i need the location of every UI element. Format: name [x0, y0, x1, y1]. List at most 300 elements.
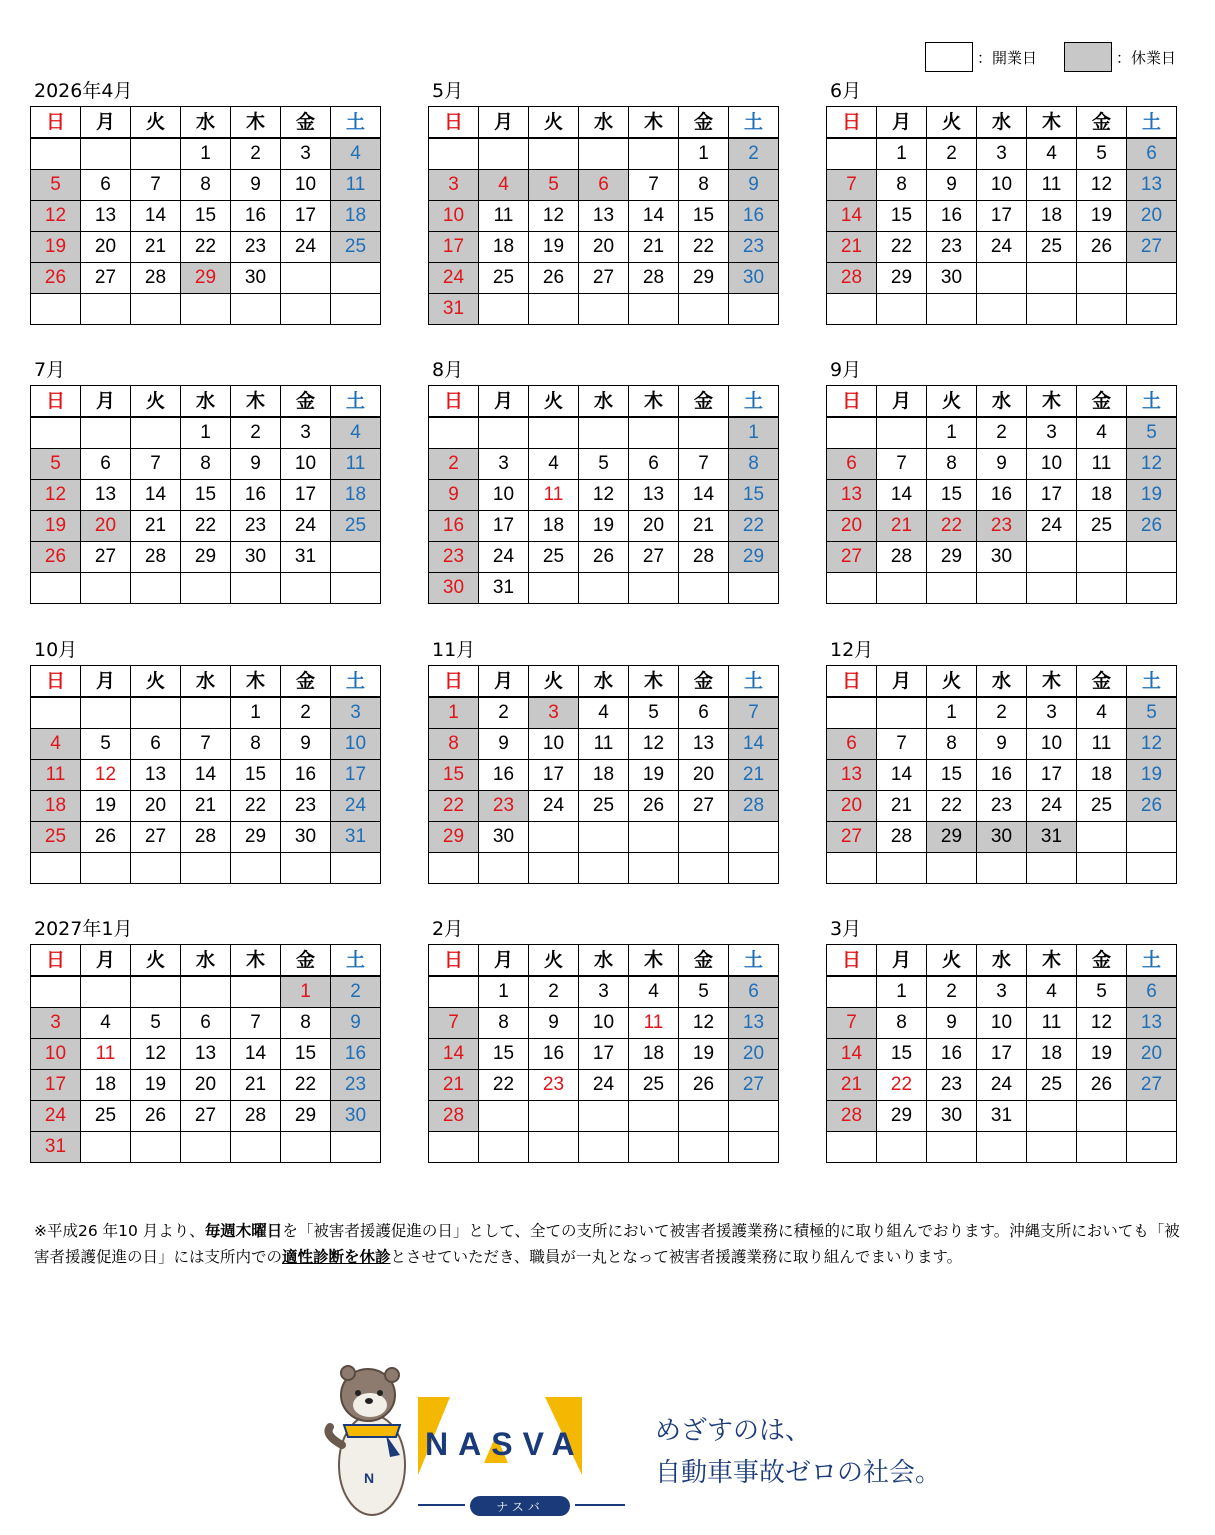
- day-cell: 10: [281, 449, 331, 480]
- day-cell: 1: [281, 976, 331, 1008]
- day-cell: 3: [977, 138, 1027, 170]
- day-cell: 7: [877, 449, 927, 480]
- note-bold-thursday: 毎週木曜日: [204, 1222, 283, 1240]
- day-cell: 16: [977, 760, 1027, 791]
- day-cell: 1: [877, 976, 927, 1008]
- empty-cell: [827, 1132, 877, 1163]
- weekday-header: 月: [479, 386, 529, 418]
- day-cell: 24: [31, 1101, 81, 1132]
- day-cell: 1: [181, 417, 231, 449]
- empty-cell: [629, 1101, 679, 1132]
- month-title: 8月: [432, 359, 464, 381]
- day-cell: 23: [729, 232, 779, 263]
- empty-cell: [1127, 294, 1177, 325]
- day-cell: 29: [679, 263, 729, 294]
- empty-cell: [629, 573, 679, 604]
- day-cell: 6: [1127, 976, 1177, 1008]
- day-cell: 27: [1127, 1070, 1177, 1101]
- empty-cell: [1077, 853, 1127, 884]
- empty-cell: [679, 822, 729, 853]
- day-cell: 10: [1027, 449, 1077, 480]
- day-cell: 17: [429, 232, 479, 263]
- empty-cell: [281, 263, 331, 294]
- weekday-header: 水: [579, 666, 629, 698]
- day-cell: 30: [927, 263, 977, 294]
- day-cell: 24: [977, 1070, 1027, 1101]
- empty-cell: [81, 853, 131, 884]
- weekday-header: 月: [479, 945, 529, 977]
- empty-cell: [31, 697, 81, 729]
- empty-cell: [729, 853, 779, 884]
- day-cell: 27: [629, 542, 679, 573]
- empty-cell: [131, 853, 181, 884]
- day-cell: 28: [181, 822, 231, 853]
- day-cell: 3: [429, 170, 479, 201]
- empty-cell: [81, 573, 131, 604]
- day-cell: 1: [927, 697, 977, 729]
- day-cell: 5: [679, 976, 729, 1008]
- day-cell: 4: [81, 1008, 131, 1039]
- month-table: [826, 944, 1177, 1163]
- day-cell: 24: [1027, 511, 1077, 542]
- day-cell: 17: [281, 480, 331, 511]
- day-cell: 14: [729, 729, 779, 760]
- day-cell: 29: [877, 1101, 927, 1132]
- day-cell: 21: [679, 511, 729, 542]
- day-cell: 23: [529, 1070, 579, 1101]
- empty-cell: [529, 853, 579, 884]
- day-cell: 2: [231, 417, 281, 449]
- day-cell: 18: [629, 1039, 679, 1070]
- empty-cell: [877, 697, 927, 729]
- day-cell: 25: [331, 511, 381, 542]
- day-cell: 15: [927, 480, 977, 511]
- month-table: [30, 665, 381, 884]
- day-cell: 18: [1027, 1039, 1077, 1070]
- day-cell: 4: [579, 697, 629, 729]
- empty-cell: [877, 294, 927, 325]
- empty-cell: [877, 573, 927, 604]
- weekday-header: 火: [529, 945, 579, 977]
- day-cell: 21: [231, 1070, 281, 1101]
- day-cell: 7: [131, 170, 181, 201]
- empty-cell: [181, 294, 231, 325]
- day-cell: 14: [827, 1039, 877, 1070]
- day-cell: 17: [331, 760, 381, 791]
- day-cell: 17: [977, 201, 1027, 232]
- mascot-otter-icon: [329, 1366, 406, 1515]
- weekday-header: 日: [31, 945, 81, 977]
- weekday-header: 金: [281, 666, 331, 698]
- empty-cell: [429, 853, 479, 884]
- weekday-header: 日: [31, 107, 81, 139]
- weekday-header: 水: [181, 945, 231, 977]
- day-cell: 16: [479, 760, 529, 791]
- empty-cell: [1077, 263, 1127, 294]
- day-cell: 3: [529, 697, 579, 729]
- day-cell: 19: [1077, 201, 1127, 232]
- empty-cell: [629, 417, 679, 449]
- weekday-header: 土: [331, 945, 381, 977]
- empty-cell: [181, 697, 231, 729]
- day-cell: 30: [977, 542, 1027, 573]
- day-cell: 14: [877, 480, 927, 511]
- day-cell: 15: [181, 480, 231, 511]
- weekday-header: 金: [1077, 666, 1127, 698]
- day-cell: 13: [827, 480, 877, 511]
- empty-cell: [1027, 853, 1077, 884]
- day-cell: 25: [629, 1070, 679, 1101]
- day-cell: 21: [729, 760, 779, 791]
- day-cell: 12: [529, 201, 579, 232]
- month-calendar: [826, 918, 1176, 1163]
- day-cell: 9: [927, 1008, 977, 1039]
- day-cell: 10: [331, 729, 381, 760]
- day-cell: 21: [877, 791, 927, 822]
- day-cell: 15: [729, 480, 779, 511]
- day-cell: 18: [1077, 760, 1127, 791]
- empty-cell: [679, 417, 729, 449]
- weekday-header: 月: [81, 945, 131, 977]
- empty-cell: [479, 138, 529, 170]
- day-cell: 21: [877, 511, 927, 542]
- legend-open-label: ：開業日: [977, 48, 1038, 67]
- day-cell: 1: [679, 138, 729, 170]
- weekday-header: 水: [977, 386, 1027, 418]
- empty-cell: [827, 976, 877, 1008]
- day-cell: 16: [729, 201, 779, 232]
- day-cell: 26: [679, 1070, 729, 1101]
- weekday-header: 水: [977, 945, 1027, 977]
- empty-cell: [331, 263, 381, 294]
- empty-cell: [81, 138, 131, 170]
- month-title: 9月: [830, 359, 862, 381]
- day-cell: 20: [1127, 1039, 1177, 1070]
- day-cell: 4: [331, 417, 381, 449]
- day-cell: 5: [1077, 138, 1127, 170]
- day-cell: 6: [81, 170, 131, 201]
- day-cell: 20: [729, 1039, 779, 1070]
- day-cell: 23: [927, 232, 977, 263]
- day-cell: 24: [331, 791, 381, 822]
- day-cell: 16: [429, 511, 479, 542]
- day-cell: 28: [629, 263, 679, 294]
- day-cell: 6: [131, 729, 181, 760]
- day-cell: 11: [1077, 449, 1127, 480]
- day-cell: 7: [231, 1008, 281, 1039]
- slogan-line-2: 自動車事故ゼロの社会。: [655, 1458, 942, 1488]
- empty-cell: [1027, 542, 1077, 573]
- empty-cell: [529, 1132, 579, 1163]
- day-cell: 5: [579, 449, 629, 480]
- day-cell: 21: [181, 791, 231, 822]
- day-cell: 11: [31, 760, 81, 791]
- empty-cell: [1127, 1101, 1177, 1132]
- day-cell: 11: [331, 449, 381, 480]
- day-cell: 26: [579, 542, 629, 573]
- day-cell: 11: [529, 480, 579, 511]
- nasva-logo: [320, 1355, 650, 1530]
- empty-cell: [529, 1101, 579, 1132]
- day-cell: 8: [429, 729, 479, 760]
- day-cell: 18: [31, 791, 81, 822]
- empty-cell: [927, 573, 977, 604]
- day-cell: 23: [429, 542, 479, 573]
- day-cell: 15: [231, 760, 281, 791]
- empty-cell: [877, 417, 927, 449]
- empty-cell: [1127, 573, 1177, 604]
- weekday-header: 火: [131, 945, 181, 977]
- day-cell: 5: [1127, 697, 1177, 729]
- day-cell: 26: [31, 263, 81, 294]
- weekday-header: 日: [429, 666, 479, 698]
- day-cell: 5: [31, 449, 81, 480]
- day-cell: 16: [977, 480, 1027, 511]
- empty-cell: [977, 263, 1027, 294]
- day-cell: 14: [629, 201, 679, 232]
- empty-cell: [1077, 1101, 1127, 1132]
- empty-cell: [131, 697, 181, 729]
- day-cell: 15: [281, 1039, 331, 1070]
- empty-cell: [579, 1101, 629, 1132]
- day-cell: 31: [31, 1132, 81, 1163]
- weekday-header: 土: [331, 666, 381, 698]
- empty-cell: [31, 853, 81, 884]
- day-cell: 22: [479, 1070, 529, 1101]
- weekday-header: 火: [927, 386, 977, 418]
- day-cell: 27: [579, 263, 629, 294]
- day-cell: 31: [977, 1101, 1027, 1132]
- note-text-1: ※平成26 年10 月より、: [34, 1222, 205, 1240]
- day-cell: 26: [31, 542, 81, 573]
- empty-cell: [927, 1132, 977, 1163]
- weekday-header: 水: [181, 386, 231, 418]
- day-cell: 28: [729, 791, 779, 822]
- day-cell: 10: [281, 170, 331, 201]
- empty-cell: [579, 822, 629, 853]
- empty-cell: [1027, 263, 1077, 294]
- month-calendar: [30, 80, 380, 325]
- empty-cell: [827, 573, 877, 604]
- day-cell: 4: [331, 138, 381, 170]
- month-table: [428, 106, 779, 325]
- weekday-header: 木: [231, 666, 281, 698]
- empty-cell: [429, 976, 479, 1008]
- weekday-header: 月: [877, 945, 927, 977]
- month-title: 2027年1月: [34, 918, 133, 940]
- day-cell: 2: [331, 976, 381, 1008]
- day-cell: 2: [281, 697, 331, 729]
- day-cell: 3: [977, 976, 1027, 1008]
- day-cell: 26: [131, 1101, 181, 1132]
- day-cell: 17: [1027, 760, 1077, 791]
- weekday-header: 木: [1027, 945, 1077, 977]
- month-calendar: [826, 359, 1176, 604]
- day-cell: 9: [429, 480, 479, 511]
- day-cell: 5: [629, 697, 679, 729]
- day-cell: 27: [729, 1070, 779, 1101]
- empty-cell: [629, 853, 679, 884]
- day-cell: 13: [1127, 1008, 1177, 1039]
- day-cell: 16: [529, 1039, 579, 1070]
- day-cell: 1: [927, 417, 977, 449]
- day-cell: 25: [1027, 1070, 1077, 1101]
- day-cell: 27: [131, 822, 181, 853]
- empty-cell: [529, 573, 579, 604]
- day-cell: 5: [1077, 976, 1127, 1008]
- day-cell: 19: [529, 232, 579, 263]
- empty-cell: [827, 853, 877, 884]
- day-cell: 7: [629, 170, 679, 201]
- empty-cell: [1127, 263, 1177, 294]
- empty-cell: [729, 1101, 779, 1132]
- empty-cell: [679, 294, 729, 325]
- weekday-header: 火: [529, 666, 579, 698]
- day-cell: 1: [181, 138, 231, 170]
- day-cell: 28: [231, 1101, 281, 1132]
- day-cell: 20: [81, 511, 131, 542]
- weekday-header: 土: [1127, 107, 1177, 139]
- day-cell: 12: [131, 1039, 181, 1070]
- weekday-header: 日: [827, 666, 877, 698]
- empty-cell: [231, 853, 281, 884]
- day-cell: 23: [231, 232, 281, 263]
- day-cell: 14: [181, 760, 231, 791]
- empty-cell: [429, 1132, 479, 1163]
- weekday-header: 木: [231, 107, 281, 139]
- empty-cell: [479, 294, 529, 325]
- month-calendar: [428, 918, 778, 1163]
- day-cell: 4: [1077, 417, 1127, 449]
- day-cell: 6: [81, 449, 131, 480]
- empty-cell: [131, 294, 181, 325]
- day-cell: 10: [579, 1008, 629, 1039]
- empty-cell: [131, 417, 181, 449]
- month-title: 6月: [830, 80, 862, 102]
- slogan: [655, 1410, 941, 1494]
- day-cell: 2: [927, 138, 977, 170]
- weekday-header: 水: [579, 945, 629, 977]
- day-cell: 22: [927, 511, 977, 542]
- day-cell: 28: [877, 542, 927, 573]
- weekday-header: 水: [579, 386, 629, 418]
- day-cell: 28: [827, 263, 877, 294]
- weekday-header: 火: [131, 107, 181, 139]
- day-cell: 29: [429, 822, 479, 853]
- day-cell: 3: [579, 976, 629, 1008]
- day-cell: 3: [1027, 417, 1077, 449]
- month-title: 2026年4月: [34, 80, 133, 102]
- day-cell: 15: [877, 201, 927, 232]
- weekday-header: 水: [977, 666, 1027, 698]
- empty-cell: [579, 417, 629, 449]
- day-cell: 23: [231, 511, 281, 542]
- empty-cell: [579, 138, 629, 170]
- day-cell: 22: [679, 232, 729, 263]
- weekday-header: 木: [629, 107, 679, 139]
- empty-cell: [1027, 573, 1077, 604]
- empty-cell: [331, 542, 381, 573]
- day-cell: 31: [429, 294, 479, 325]
- empty-cell: [529, 822, 579, 853]
- day-cell: 22: [231, 791, 281, 822]
- day-cell: 18: [579, 760, 629, 791]
- day-cell: 3: [331, 697, 381, 729]
- day-cell: 31: [331, 822, 381, 853]
- empty-cell: [679, 573, 729, 604]
- day-cell: 21: [131, 511, 181, 542]
- empty-cell: [529, 294, 579, 325]
- empty-cell: [331, 853, 381, 884]
- day-cell: 4: [31, 729, 81, 760]
- empty-cell: [1127, 1132, 1177, 1163]
- day-cell: 10: [429, 201, 479, 232]
- day-cell: 27: [679, 791, 729, 822]
- day-cell: 9: [529, 1008, 579, 1039]
- day-cell: 8: [281, 1008, 331, 1039]
- empty-cell: [181, 976, 231, 1008]
- empty-cell: [331, 294, 381, 325]
- month-calendar: [428, 359, 778, 604]
- weekday-header: 日: [827, 945, 877, 977]
- month-table: [826, 106, 1177, 325]
- day-cell: 3: [281, 138, 331, 170]
- weekday-header: 土: [331, 107, 381, 139]
- month-table: [30, 106, 381, 325]
- day-cell: 30: [331, 1101, 381, 1132]
- day-cell: 4: [1077, 697, 1127, 729]
- day-cell: 14: [679, 480, 729, 511]
- day-cell: 21: [827, 232, 877, 263]
- day-cell: 19: [679, 1039, 729, 1070]
- empty-cell: [679, 1101, 729, 1132]
- weekday-header: 月: [81, 386, 131, 418]
- day-cell: 16: [331, 1039, 381, 1070]
- empty-cell: [429, 417, 479, 449]
- empty-cell: [281, 853, 331, 884]
- weekday-header: 日: [827, 386, 877, 418]
- empty-cell: [629, 138, 679, 170]
- day-cell: 2: [977, 417, 1027, 449]
- day-cell: 4: [1027, 976, 1077, 1008]
- day-cell: 25: [1077, 791, 1127, 822]
- day-cell: 31: [479, 573, 529, 604]
- day-cell: 20: [827, 511, 877, 542]
- day-cell: 8: [927, 449, 977, 480]
- empty-cell: [1077, 542, 1127, 573]
- day-cell: 9: [927, 170, 977, 201]
- nasva-kana: ナスバ: [496, 1500, 544, 1514]
- day-cell: 30: [429, 573, 479, 604]
- footnote: [34, 1218, 1184, 1270]
- day-cell: 29: [231, 822, 281, 853]
- empty-cell: [131, 138, 181, 170]
- day-cell: 14: [827, 201, 877, 232]
- day-cell: 17: [281, 201, 331, 232]
- empty-cell: [529, 417, 579, 449]
- day-cell: 14: [231, 1039, 281, 1070]
- day-cell: 8: [181, 449, 231, 480]
- day-cell: 3: [31, 1008, 81, 1039]
- day-cell: 19: [81, 791, 131, 822]
- day-cell: 10: [977, 170, 1027, 201]
- month-title: 5月: [432, 80, 464, 102]
- day-cell: 4: [529, 449, 579, 480]
- weekday-header: 金: [281, 107, 331, 139]
- day-cell: 7: [729, 697, 779, 729]
- day-cell: 17: [479, 511, 529, 542]
- empty-cell: [131, 573, 181, 604]
